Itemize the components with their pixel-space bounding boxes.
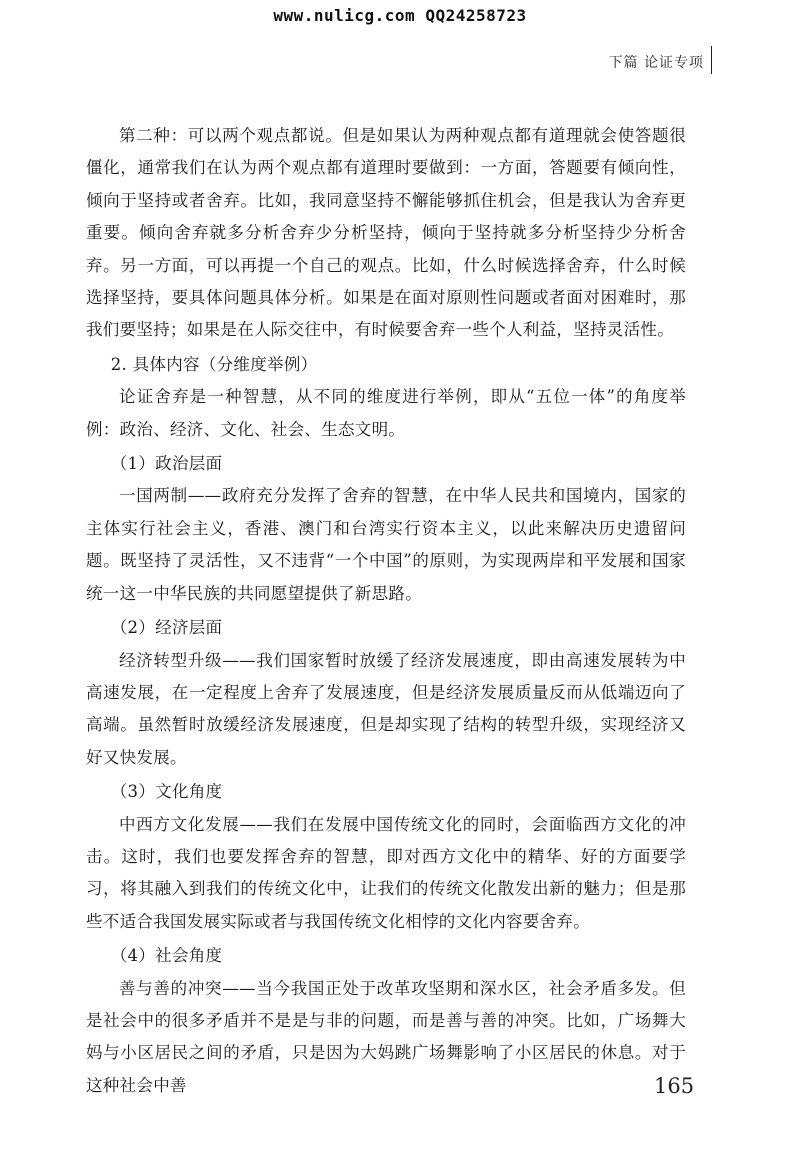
heading-social: （4）社会角度: [110, 946, 223, 966]
running-header: 下篇 论证专项: [608, 55, 704, 71]
heading-specific-content: 2. 具体内容（分维度举例）: [110, 354, 318, 374]
paragraph-economic: 经济转型升级——我们国家暂时放缓了经济发展速度，即由高速发展转为中高速发展，在一定程度上舍弃了发展速度，但是经济发展质量反而从低端迈向了高端。虽然暂时放缓经济发展速度，但是却实现了结构的转型升级，实现经济又好又快发展。: [86, 650, 686, 767]
body-text: [86, 120, 686, 1102]
paragraph-second-option: 第二种：可以两个观点都说。但是如果认为两种观点都有道理就会使答题很僵化，通常我们在认为两个观点都有道理时要做到：一方面，答题要有倾向性，倾向于坚持或者舍弃。比如，我同意坚持不懈能够抓住机会，但是我认为舍弃更重要。倾向舍弃就多分析舍弃少分析坚持，倾向于坚持就多分析坚持少分析舍弃。另一方面，可以再提一个自己的观点。比如，什么时候选择舍弃，什么时候选择坚持，要具体问题具体分析。如果是在面对原则性问题或者面对困难时，那我们要坚持；如果是在人际交往中，有时候要舍弃一些个人利益，坚持灵活性。: [86, 126, 686, 340]
heading-economic: （2）经济层面: [110, 618, 223, 638]
page-number: 165: [654, 1074, 695, 1098]
paragraph-social: 善与善的冲突——当今我国正处于改革攻坚期和深水区，社会矛盾多发。但是社会中的很多矛盾并不是是与非的问题，而是善与善的冲突。比如，广场舞大妈与小区居民之间的矛盾，只是因为大妈跳广场舞影响了小区居民的休息。对于这种社会中善: [86, 978, 686, 1095]
paragraph-political: 一国两制——政府充分发挥了舍弃的智慧，在中华人民共和国境内，国家的主体实行社会主义，香港、澳门和台湾实行资本主义，以此来解决历史遗留问题。既坚持了灵活性，又不违背“一个中国”的原则，为实现两岸和平发展和国家统一这一中华民族的共同愿望提供了新思路。: [86, 486, 686, 603]
heading-political: （1）政治层面: [110, 454, 223, 474]
paragraph-intro-dimensions: 论证舍弃是一种智慧，从不同的维度进行举例，即从“五位一体”的角度举例：政治、经济、文化、社会、生态文明。: [86, 387, 686, 439]
heading-cultural: （3）文化角度: [110, 782, 223, 802]
paragraph-cultural: 中西方文化发展——我们在发展中国传统文化的同时，会面临西方文化的冲击。这时，我们也要发挥舍弃的智慧，即对西方文化中的精华、好的方面要学习，将其融入到我们的传统文化中，让我们的传统文化散发出新的魅力；但是那些不适合我国发展实际或者与我国传统文化相悖的文化内容要舍弃。: [86, 814, 686, 931]
header-rule: [711, 46, 713, 74]
watermark: www.nulicg.com QQ24258723: [273, 6, 527, 25]
